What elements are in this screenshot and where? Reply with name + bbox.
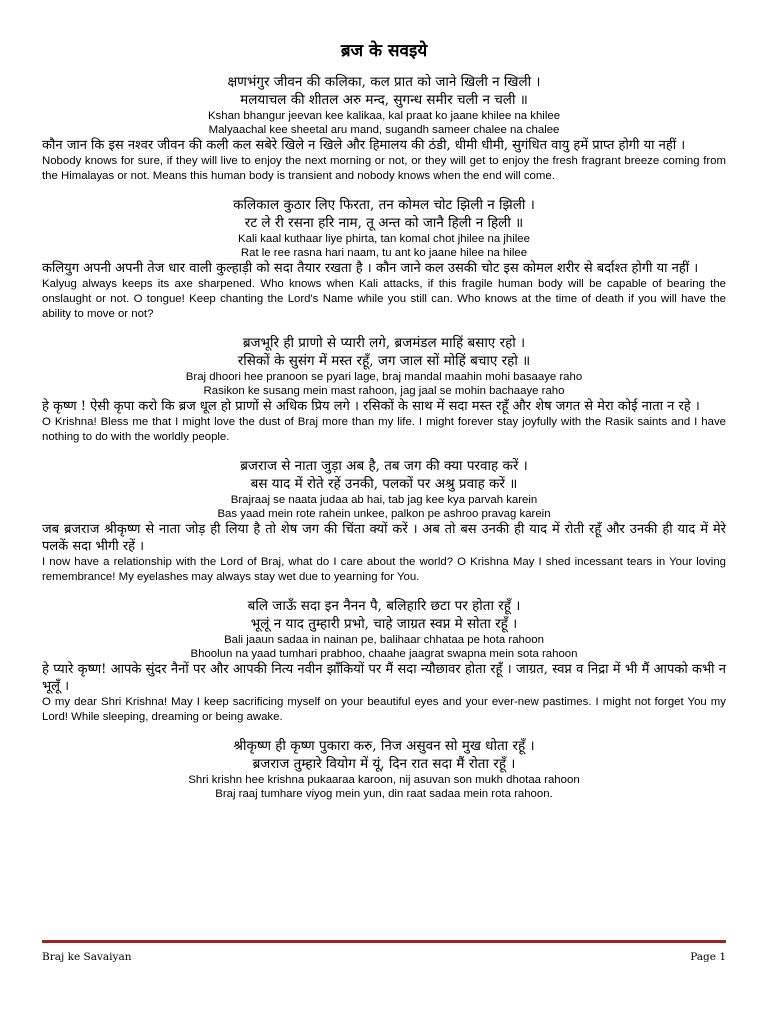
english-translation: O my dear Shri Krishna! May I keep sacrificing myself on your beautiful eyes and your ever-new pastimes. I might not forget You my Lord! While sleeping, dreaming or being awake. [42,696,726,723]
hindi-translation: हे कृष्ण ! ऐसी कृपा करो कि ब्रज धूल हो प्राणों से अधिक प्रिय लगे । रसिकों के साथ में सदा मस्त रहूँ और शेष जगत से मेरा कोई नाता न रहे । [42,399,700,414]
hindi-translation: जब ब्रजराज श्रीकृष्ण से नाता जोड़ ही लिया है तो शेष जग की चिंता क्यों करें । अब तो बस उनकी ही याद में रोती रहूँ और उनकी ही याद में मेरे पलकें सदा भीगी रहें । [42,522,726,554]
verse-hindi-line: ब्रजराज से नाता जुड़ा अब है, तब जग की क्या परवाह करें । [240,458,528,474]
verse-hindi-line: क्षणभंगुर जीवन की कलिका, कल प्रात को जाने खिली न खिली । [227,74,541,90]
english-translation: O Krishna! Bless me that I might love the dust of Braj more than my life. I might forever stay joyfully with the Rasik saints and I have nothing to do with the worldly people. [42,416,726,443]
verse-translit-line: Bhoolun na yaad tumhari prabhoo, chaahe jaagrat swapna mein sota rahoon [190,648,578,660]
verse-translit-line: Kali kaal kuthaar liye phirta, tan komal chot jhilee na jhilee [238,233,530,245]
hindi-translation: हे प्यारे कृष्ण! आपके सुंदर नैनों पर और आपकी नित्य नवीन झाँकियों पर मैं सदा न्यौछावर होता रहूँ । जाग्रत, स्वप्न व निद्रा में भी मैं आपको कभी न भूलूँ । [42,662,726,694]
verse-hindi-line: बस याद में रोते रहें उनकी, पलकों पर अश्रु प्रवाह करें ॥ [250,476,518,492]
verse-translit-line: Braj dhoori hee pranoon se pyari lage, braj mandal maahin mohi basaaye raho [185,371,583,383]
verse-translit-line: Rasikon ke susang mein mast rahoon, jag jaal se mohin bachaaye raho [203,385,565,397]
verse-hindi-line: मलयाचल की शीतल अरु मन्द, सुगन्ध समीर चली न चली ॥ [240,92,528,108]
verse-translit-line: Bas yaad mein rote rahein unkee, palkon pe ashroo pravag karein [217,508,551,520]
verse-translit-line: Kshan bhangur jeevan kee kalikaa, kal praat ko jaane khilee na khilee [207,110,561,122]
hindi-translation: कलियुग अपनी अपनी तेज धार वाली कुल्हाड़ी को सदा तैयार रखता है । कौन जाने कल उसकी चोट इस कोमल शरीर से बर्दाश्त होगी या नहीं । [42,261,699,276]
page-title: ब्रज के सवइये [340,41,428,61]
english-translation: Nobody knows for sure, if they will live to enjoy the next morning or not, or they will get to enjoy the fresh fragrant breeze coming from the Himalayas or not. Means this human body is transient and nobody knows when the end will come. [42,155,726,182]
verse-hindi-line: कलिकाल कुठार लिए फिरता, तन कोमल चोट झिली न झिली । [233,197,535,213]
verse-hindi-line: भूलूं न याद तुम्हारी प्रभो, चाहे जाग्रत स्वप्न मे सोता रहूँ । [250,616,518,632]
verse-translit-line: Bali jaaun sadaa in nainan pe, balihaar chhataa pe hota rahoon [224,634,544,646]
page-footer [42,940,726,963]
verse-hindi-line: बलि जाऊँ सदा इन नैनन पै, बलिहारि छटा पर होता रहूँ । [247,598,521,614]
verse-4 [42,457,726,585]
hindi-translation: कौन जान कि इस नश्वर जीवन की कली कल सबेरे खिले न खिले और हिमालय की ठंडी, धीमी धीमी, सुगंधित वायु हमें प्राप्त होगी या नहीं । [42,138,686,153]
verse-3 [42,334,726,445]
verse-hindi-line: श्रीकृष्ण ही कृष्ण पुकारा करु, निज असुवन सो मुख धोता रहूँ । [233,738,535,754]
footer-document-title: Braj ke Savaiyan [42,951,132,963]
verse-hindi-line: रट ले री रसना हरि नाम, तू अन्त को जानै हिली न हिली ॥ [244,215,524,231]
verse-hindi-line: रसिकों के सुसंग में मस्त रहूँ, जग जाल सों मोहिं बचाए रहो ॥ [237,353,531,369]
verse-1 [42,73,726,184]
verse-translit-line: Rat le ree rasna hari naam, tu ant ko jaane hilee na hilee [240,247,528,259]
verse-hindi-line: ब्रजभूरि ही प्राणो से प्यारी लगे, ब्रजमंडल माहिं बसाए रहो । [242,335,526,351]
verse-translit-line: Braj raaj tumhare viyog mein yun, din raat sadaa mein rota rahoon. [215,788,553,800]
verse-translit-line: Brajraaj se naata judaa ab hai, tab jag kee kya parvah karein [230,494,538,506]
verse-2 [42,196,726,322]
verse-6 [42,737,726,801]
verse-hindi-line: ब्रजराज तुम्हारे वियोग में यूं, दिन रात सदा मैं रोता रहूँ । [252,756,516,772]
verse-translit-line: Malyaachal kee sheetal aru mand, sugandh sameer chalee na chalee [208,124,560,136]
verse-translit-line: Shri krishn hee krishna pukaaraa karoon, nij asuvan son mukh dhotaa rahoon [188,774,580,786]
english-translation: I now have a relationship with the Lord of Braj, what do I care about the world? O Krishna May I shed incessant tears in Your loving remembrance! My eyelashes may always stay wet due to yearning for You. [42,556,726,583]
english-translation: Kalyug always keeps its axe sharpened. Who knows when Kali attacks, if this fragile human body will be capable of bearing the onslaught or not. O tongue! Keep chanting the Lord's Name while you still can. Who knows at the time of death if you will have the ability to move or not? [42,278,726,320]
verse-5 [42,597,726,725]
footer-page-number: Page 1 [690,951,726,963]
